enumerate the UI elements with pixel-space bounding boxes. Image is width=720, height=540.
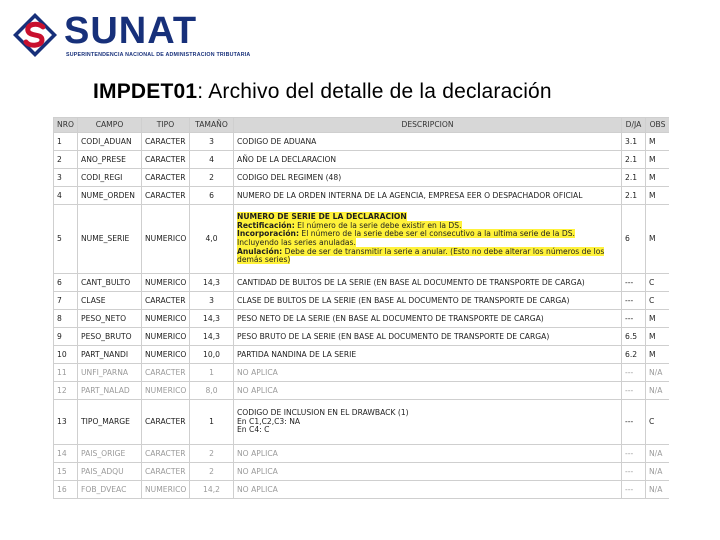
cell-tipo: NUMERICO bbox=[142, 205, 190, 274]
cell-descripcion bbox=[234, 400, 622, 445]
cell-nro: 10 bbox=[54, 346, 78, 364]
table-row bbox=[54, 445, 670, 463]
cell-nro: 5 bbox=[54, 205, 78, 274]
table-row bbox=[54, 364, 670, 382]
serie-description bbox=[237, 213, 618, 265]
rect-label: Rectificación: bbox=[237, 220, 295, 230]
table-row bbox=[54, 187, 670, 205]
cell-nro: 14 bbox=[54, 445, 78, 463]
cell-dja: --- bbox=[622, 400, 646, 445]
cell-nro: 6 bbox=[54, 274, 78, 292]
page-title bbox=[93, 80, 552, 104]
brand-subtitle: SUPERINTENDENCIA NACIONAL DE ADMINISTRACION TRIBUTARIA bbox=[66, 52, 251, 58]
header-campo: CAMPO bbox=[78, 118, 142, 133]
cell-obs: N/A bbox=[646, 382, 670, 400]
cell-obs: N/A bbox=[646, 445, 670, 463]
rect-text: El número de la serie debe existir en la DS. bbox=[294, 220, 462, 230]
table-row bbox=[54, 274, 670, 292]
cell-nro: 7 bbox=[54, 292, 78, 310]
cell-descripcion bbox=[234, 205, 622, 274]
cell-tamano: 2 bbox=[190, 169, 234, 187]
cell-nro: 16 bbox=[54, 481, 78, 499]
cell-descripcion: AÑO DE LA DECLARACION bbox=[234, 151, 622, 169]
cell-obs: M bbox=[646, 151, 670, 169]
cell-obs: M bbox=[646, 346, 670, 364]
cell-dja: --- bbox=[622, 445, 646, 463]
cell-tamano: 1 bbox=[190, 400, 234, 445]
table-row bbox=[54, 151, 670, 169]
sunat-emblem-icon bbox=[12, 12, 58, 58]
cell-tamano: 14,2 bbox=[190, 481, 234, 499]
cell-campo: PART_NANDI bbox=[78, 346, 142, 364]
cell-tipo: CARACTER bbox=[142, 292, 190, 310]
header-nro: NRO bbox=[54, 118, 78, 133]
cell-dja: --- bbox=[622, 292, 646, 310]
table-row bbox=[54, 169, 670, 187]
description-line: En C4: C bbox=[237, 425, 270, 435]
cell-dja: --- bbox=[622, 274, 646, 292]
cell-campo: PESO_BRUTO bbox=[78, 328, 142, 346]
cell-obs: M bbox=[646, 169, 670, 187]
cell-tipo: NUMERICO bbox=[142, 382, 190, 400]
cell-nro: 11 bbox=[54, 364, 78, 382]
table-row bbox=[54, 133, 670, 151]
anu-text: Debe de ser de transmitir la serie a anular. (Esto no debe alterar los números de los demás series) bbox=[237, 246, 605, 265]
cell-dja: --- bbox=[622, 481, 646, 499]
inc-text: El número de la serie debe ser el consecutivo a la ultima serie de la DS. bbox=[298, 229, 575, 239]
cell-dja: --- bbox=[622, 382, 646, 400]
cell-dja: 6 bbox=[622, 205, 646, 274]
fields-table bbox=[53, 117, 669, 499]
cell-campo: CLASE bbox=[78, 292, 142, 310]
table-row bbox=[54, 481, 670, 499]
cell-dja: 6.2 bbox=[622, 346, 646, 364]
header-obs: OBS bbox=[646, 118, 670, 133]
cell-obs: N/A bbox=[646, 463, 670, 481]
cell-descripcion: PESO NETO DE LA SERIE (EN BASE AL DOCUMENTO DE TRANSPORTE DE CARGA) bbox=[234, 310, 622, 328]
cell-tamano: 3 bbox=[190, 292, 234, 310]
fields-table-wrap bbox=[53, 117, 669, 506]
serie-heading: NUMERO DE SERIE DE LA DECLARACION bbox=[237, 212, 407, 222]
cell-campo: NUME_ORDEN bbox=[78, 187, 142, 205]
header-tipo: TIPO bbox=[142, 118, 190, 133]
cell-tipo: NUMERICO bbox=[142, 481, 190, 499]
table-body bbox=[54, 133, 670, 499]
cell-obs: C bbox=[646, 274, 670, 292]
cell-tipo: CARACTER bbox=[142, 151, 190, 169]
table-row bbox=[54, 292, 670, 310]
cell-campo: TIPO_MARGE bbox=[78, 400, 142, 445]
cell-obs: C bbox=[646, 400, 670, 445]
cell-campo: PESO_NETO bbox=[78, 310, 142, 328]
cell-tamano: 4,0 bbox=[190, 205, 234, 274]
description-line: En C1,C2,C3: NA bbox=[237, 416, 301, 426]
cell-dja: --- bbox=[622, 310, 646, 328]
cell-obs: C bbox=[646, 292, 670, 310]
description-line: CODIGO DE INCLUSION EN EL DRAWBACK (1) bbox=[237, 408, 409, 418]
cell-campo: CODI_ADUAN bbox=[78, 133, 142, 151]
inc-label: Incorporación: bbox=[237, 229, 299, 239]
cell-tamano: 4 bbox=[190, 151, 234, 169]
cell-tamano: 14,3 bbox=[190, 274, 234, 292]
cell-descripcion: NO APLICA bbox=[234, 364, 622, 382]
cell-descripcion: PESO BRUTO DE LA SERIE (EN BASE AL DOCUMENTO DE TRANSPORTE DE CARGA) bbox=[234, 328, 622, 346]
table-row bbox=[54, 400, 670, 445]
cell-nro: 4 bbox=[54, 187, 78, 205]
cell-dja: 2.1 bbox=[622, 187, 646, 205]
cell-dja: --- bbox=[622, 463, 646, 481]
cell-tamano: 10,0 bbox=[190, 346, 234, 364]
table-row bbox=[54, 205, 670, 274]
cell-tamano: 8,0 bbox=[190, 382, 234, 400]
cell-tamano: 1 bbox=[190, 364, 234, 382]
cell-tipo: CARACTER bbox=[142, 169, 190, 187]
cell-dja: --- bbox=[622, 364, 646, 382]
cell-descripcion: NO APLICA bbox=[234, 382, 622, 400]
cell-tamano: 6 bbox=[190, 187, 234, 205]
cell-campo: UNFI_PARNA bbox=[78, 364, 142, 382]
cell-descripcion: CLASE DE BULTOS DE LA SERIE (EN BASE AL DOCUMENTO DE TRANSPORTE DE CARGA) bbox=[234, 292, 622, 310]
cell-tipo: NUMERICO bbox=[142, 346, 190, 364]
cell-tipo: CARACTER bbox=[142, 400, 190, 445]
cell-descripcion: NUMERO DE LA ORDEN INTERNA DE LA AGENCIA, EMPRESA EER O DESPACHADOR OFICIAL bbox=[234, 187, 622, 205]
cell-campo: NUME_SERIE bbox=[78, 205, 142, 274]
cell-tamano: 14,3 bbox=[190, 328, 234, 346]
cell-campo: ANO_PRESE bbox=[78, 151, 142, 169]
cell-tipo: CARACTER bbox=[142, 133, 190, 151]
cell-descripcion: NO APLICA bbox=[234, 463, 622, 481]
table-row bbox=[54, 310, 670, 328]
cell-tamano: 2 bbox=[190, 445, 234, 463]
drawback-description bbox=[237, 409, 618, 435]
cell-campo: PAIS_ORIGE bbox=[78, 445, 142, 463]
cell-tamano: 2 bbox=[190, 463, 234, 481]
cell-nro: 2 bbox=[54, 151, 78, 169]
header-dja: D/JA bbox=[622, 118, 646, 133]
cell-campo: CANT_BULTO bbox=[78, 274, 142, 292]
cell-obs: M bbox=[646, 133, 670, 151]
cell-tipo: NUMERICO bbox=[142, 274, 190, 292]
cell-tipo: CARACTER bbox=[142, 364, 190, 382]
cell-tipo: CARACTER bbox=[142, 445, 190, 463]
sunat-logo bbox=[12, 10, 251, 64]
cell-obs: M bbox=[646, 187, 670, 205]
title-code: IMPDET01 bbox=[93, 80, 198, 103]
cell-nro: 8 bbox=[54, 310, 78, 328]
cell-nro: 3 bbox=[54, 169, 78, 187]
cell-descripcion: CODIGO DE ADUANA bbox=[234, 133, 622, 151]
header-tamano: TAMAÑO bbox=[190, 118, 234, 133]
cell-campo: PAIS_ADQU bbox=[78, 463, 142, 481]
cell-tipo: CARACTER bbox=[142, 187, 190, 205]
title-text: : Archivo del detalle de la declaración bbox=[197, 80, 552, 103]
cell-nro: 15 bbox=[54, 463, 78, 481]
brand-name: SUNAT bbox=[64, 10, 198, 52]
table-row bbox=[54, 346, 670, 364]
table-row bbox=[54, 463, 670, 481]
cell-obs: M bbox=[646, 205, 670, 274]
cell-obs: M bbox=[646, 310, 670, 328]
cell-tipo: NUMERICO bbox=[142, 328, 190, 346]
cell-tamano: 14,3 bbox=[190, 310, 234, 328]
cell-descripcion: NO APLICA bbox=[234, 445, 622, 463]
table-row bbox=[54, 382, 670, 400]
cell-tamano: 3 bbox=[190, 133, 234, 151]
cell-dja: 2.1 bbox=[622, 169, 646, 187]
cell-obs: N/A bbox=[646, 481, 670, 499]
cell-nro: 13 bbox=[54, 400, 78, 445]
cell-nro: 12 bbox=[54, 382, 78, 400]
cell-obs: M bbox=[646, 328, 670, 346]
cell-dja: 2.1 bbox=[622, 151, 646, 169]
table-row bbox=[54, 328, 670, 346]
inc-text-2: Incluyendo las series anuladas. bbox=[237, 238, 356, 247]
table-header-row bbox=[54, 118, 670, 133]
anu-label: Anulación: bbox=[237, 246, 283, 256]
cell-campo: CODI_REGI bbox=[78, 169, 142, 187]
cell-tipo: CARACTER bbox=[142, 463, 190, 481]
cell-campo: PART_NALAD bbox=[78, 382, 142, 400]
cell-descripcion: CODIGO DEL REGIMEN (48) bbox=[234, 169, 622, 187]
cell-dja: 3.1 bbox=[622, 133, 646, 151]
cell-campo: FOB_DVEAC bbox=[78, 481, 142, 499]
cell-descripcion: NO APLICA bbox=[234, 481, 622, 499]
cell-dja: 6.5 bbox=[622, 328, 646, 346]
cell-tipo: NUMERICO bbox=[142, 310, 190, 328]
header-descripcion: DESCRIPCION bbox=[234, 118, 622, 133]
cell-nro: 9 bbox=[54, 328, 78, 346]
cell-obs: N/A bbox=[646, 364, 670, 382]
cell-nro: 1 bbox=[54, 133, 78, 151]
cell-descripcion: CANTIDAD DE BULTOS DE LA SERIE (EN BASE AL DOCUMENTO DE TRANSPORTE DE CARGA) bbox=[234, 274, 622, 292]
cell-descripcion: PARTIDA NANDINA DE LA SERIE bbox=[234, 346, 622, 364]
